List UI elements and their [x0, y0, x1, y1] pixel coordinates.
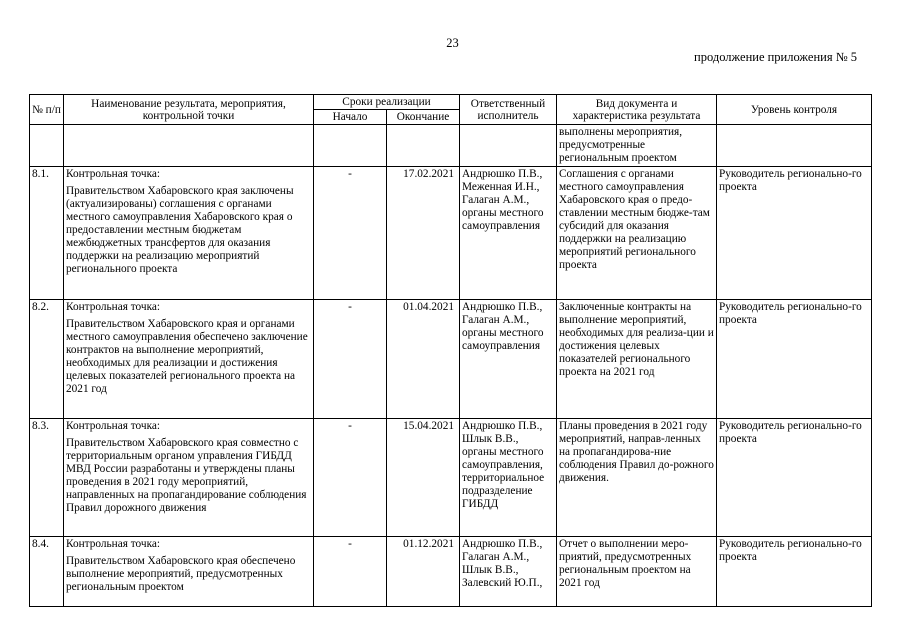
- row-num: 8.4.: [30, 537, 64, 607]
- row-start: -: [314, 167, 387, 300]
- row-num: 8.1.: [30, 167, 64, 300]
- row-control: Руководитель регионально-го проекта: [717, 300, 872, 419]
- header-end: Окончание: [387, 110, 460, 125]
- row-doc: Планы проведения в 2021 году мероприятий, направ-ленных на пропагандирова-ние соблюдения Правил до-рожного движения.: [557, 419, 717, 537]
- header-responsible: Ответственный исполнитель: [460, 95, 557, 125]
- row-end: 01.12.2021: [387, 537, 460, 607]
- table-header-row: [30, 95, 872, 110]
- row-start: -: [314, 537, 387, 607]
- header-terms: Сроки реализации: [314, 95, 460, 110]
- row-doc: Соглашения с органами местного самоуправления Хабаровского края о предо-ставлении местным бюдже-там субсидий для оказания поддержки на реализацию мероприятий регионального проекта: [557, 167, 717, 300]
- header-start: Начало: [314, 110, 387, 125]
- row-name: [64, 419, 314, 537]
- row-control: Руководитель регионально-го проекта: [717, 537, 872, 607]
- row-end: 17.02.2021: [387, 167, 460, 300]
- row-doc: Заключенные контракты на выполнение мероприятий, необходимых для реализа-ции и достижения целевых показателей регионального проекта на 2021 год: [557, 300, 717, 419]
- row-num: 8.3.: [30, 419, 64, 537]
- row-name: [64, 537, 314, 607]
- row-title: Контрольная точка:: [66, 420, 161, 432]
- row-responsible: Андрюшко П.В., Галаган А.М., органы местного самоуправления: [460, 300, 557, 419]
- row-control: Руководитель регионально-го проекта: [717, 419, 872, 537]
- table-row: [30, 167, 872, 300]
- page-number: 23: [446, 36, 459, 50]
- table-row: [30, 300, 872, 419]
- header-doc-type: Вид документа и характеристика результата: [557, 95, 717, 125]
- table-row: [30, 537, 872, 607]
- carry-over-doc: выполнены мероприятия, предусмотренные региональным проектом: [557, 125, 717, 167]
- row-num: 8.2.: [30, 300, 64, 419]
- row-control: Руководитель регионально-го проекта: [717, 167, 872, 300]
- row-title: Контрольная точка:: [66, 168, 161, 180]
- row-name: [64, 300, 314, 419]
- header-name: Наименование результата, мероприятия, контрольной точки: [64, 95, 314, 125]
- table-row: [30, 419, 872, 537]
- table-row-carry-over: [30, 125, 872, 167]
- row-text: Правительством Хабаровского края и органами местного самоуправления обеспечено заключение контрактов на выполнение мероприятий, необходимых для реализации и достижения целевых показателей регионального проекта на 2021 год: [66, 318, 308, 395]
- header-control: Уровень контроля: [717, 95, 872, 125]
- row-text: Правительством Хабаровского края обеспечено выполнение мероприятий, предусмотренных региональным проектом: [66, 555, 296, 593]
- header-num: № п/п: [30, 95, 64, 125]
- appendix-continuation-label: продолжение приложения № 5: [694, 50, 857, 64]
- row-responsible: Андрюшко П.В., Галаган А.М., Шлык В.В., Залевский Ю.П.,: [460, 537, 557, 607]
- row-start: -: [314, 419, 387, 537]
- row-title: Контрольная точка:: [66, 301, 161, 313]
- row-text: Правительством Хабаровского края совместно с территориальным органом управления ГИБДД МВД России разработаны и утверждены планы проведения в 2021 году мероприятий, направленных на пропагандирование соблюдения Правил дорожного движения: [66, 437, 307, 514]
- row-doc: Отчет о выполнении меро-приятий, предусмотренных региональным проектом на 2021 год: [557, 537, 717, 607]
- results-table: [29, 94, 872, 607]
- row-text: Правительством Хабаровского края заключены (актуализированы) соглашения с органами местного самоуправления Хабаровского края о предоставлении местным бюджетам межбюджетных трансфертов для оказания поддержки на реализацию мероприятий регионального проекта: [66, 185, 294, 275]
- row-name: [64, 167, 314, 300]
- row-end: 01.04.2021: [387, 300, 460, 419]
- row-responsible: Андрюшко П.В., Шлык В.В., органы местного самоуправления, территориальное подразделение ГИБДД: [460, 419, 557, 537]
- row-responsible: Андрюшко П.В., Меженная И.Н., Галаган А.М., органы местного самоуправления: [460, 167, 557, 300]
- row-start: -: [314, 300, 387, 419]
- row-end: 15.04.2021: [387, 419, 460, 537]
- row-title: Контрольная точка:: [66, 538, 161, 550]
